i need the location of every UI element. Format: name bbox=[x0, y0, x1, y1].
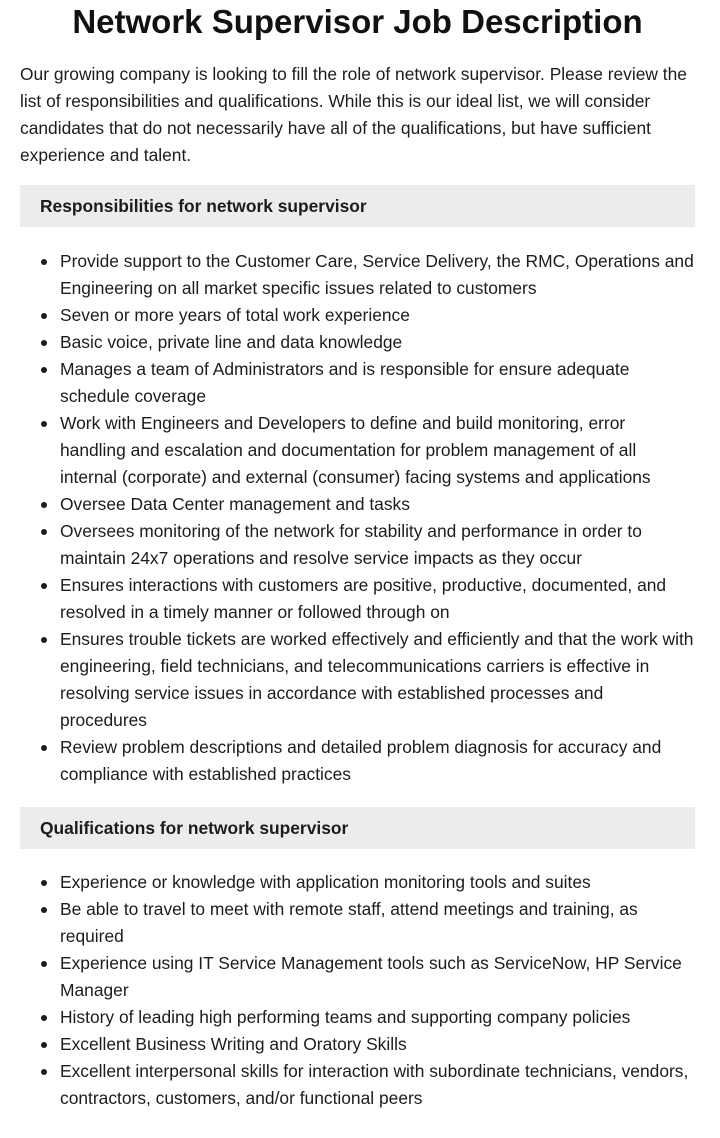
list-item bbox=[20, 896, 695, 950]
bullet-icon bbox=[41, 529, 47, 535]
list-item-text: Oversees monitoring of the network for stability and performance in order to maintain 24x7 operations and resolve service impacts as they occur bbox=[60, 521, 642, 568]
list-item bbox=[20, 1031, 695, 1058]
list-item-text: Manages a team of Administrators and is responsible for ensure adequate schedule coverage bbox=[60, 359, 630, 406]
list-item bbox=[20, 248, 695, 302]
list-item-text: Ensures interactions with customers are positive, productive, documented, and resolved in a timely manner or followed through on bbox=[60, 575, 667, 622]
bullet-icon bbox=[41, 367, 47, 373]
list-item-text: History of leading high performing teams and supporting company policies bbox=[60, 1007, 631, 1027]
list-item-text: Ensures trouble tickets are worked effectively and efficiently and that the work with engineering, field technicians, and telecommunications carriers is effective in resolving service issues in accordance with established processes and procedures bbox=[60, 629, 694, 730]
bullet-icon bbox=[41, 961, 47, 967]
list-item bbox=[20, 302, 695, 329]
list-item-text: Excellent Business Writing and Oratory Skills bbox=[60, 1034, 407, 1054]
bullet-icon bbox=[41, 1042, 47, 1048]
list-item-text: Be able to travel to meet with remote staff, attend meetings and training, as required bbox=[60, 899, 638, 946]
page-title: Network Supervisor Job Description bbox=[72, 3, 643, 40]
list-item bbox=[20, 950, 695, 1004]
list-item-text: Review problem descriptions and detailed problem diagnosis for accuracy and compliance with established practices bbox=[60, 737, 662, 784]
list-item bbox=[20, 734, 695, 788]
bullet-icon bbox=[41, 880, 47, 886]
bullet-icon bbox=[41, 583, 47, 589]
list-item bbox=[20, 491, 695, 518]
list-item-text: Work with Engineers and Developers to define and build monitoring, error handling and escalation and documentation for problem management of all internal (corporate) and external (consumer) facing systems and applications bbox=[60, 413, 651, 487]
bullet-icon bbox=[41, 340, 47, 346]
bullet-icon bbox=[41, 637, 47, 643]
list-item-text: Experience or knowledge with application monitoring tools and suites bbox=[60, 872, 591, 892]
list-item-text: Excellent interpersonal skills for interaction with subordinate technicians, vendors, contractors, customers, and/or functional peers bbox=[60, 1061, 689, 1108]
bullet-icon bbox=[41, 907, 47, 913]
list-item bbox=[20, 329, 695, 356]
list-item bbox=[20, 1058, 695, 1112]
bullet-icon bbox=[41, 502, 47, 508]
bullet-icon bbox=[41, 745, 47, 751]
list-item bbox=[20, 518, 695, 572]
list-item-text: Provide support to the Customer Care, Service Delivery, the RMC, Operations and Engineering on all market specific issues related to customers bbox=[60, 251, 694, 298]
list-item bbox=[20, 572, 695, 626]
list-item-text: Basic voice, private line and data knowledge bbox=[60, 332, 403, 352]
list-item-text: Seven or more years of total work experience bbox=[60, 305, 410, 325]
bullet-icon bbox=[41, 1069, 47, 1075]
intro-paragraph: Our growing company is looking to fill the role of network supervisor. Please review the list of responsibilities and qualifications. While this is our ideal list, we will consider candidates that do not necessarily have all of the qualifications, but have sufficient experience and talent. bbox=[20, 64, 687, 165]
list-item-text: Oversee Data Center management and tasks bbox=[60, 494, 410, 514]
list-item bbox=[20, 410, 695, 491]
responsibilities-list bbox=[20, 248, 695, 788]
qualifications-heading: Qualifications for network supervisor bbox=[20, 807, 695, 849]
list-item bbox=[20, 356, 695, 410]
bullet-icon bbox=[41, 1015, 47, 1021]
qualifications-list bbox=[20, 869, 695, 1112]
bullet-icon bbox=[41, 313, 47, 319]
list-item bbox=[20, 869, 695, 896]
bullet-icon bbox=[41, 259, 47, 265]
list-item bbox=[20, 1004, 695, 1031]
bullet-icon bbox=[41, 421, 47, 427]
list-item-text: Experience using IT Service Management tools such as ServiceNow, HP Service Manager bbox=[60, 953, 682, 1000]
responsibilities-heading: Responsibilities for network supervisor bbox=[20, 185, 695, 227]
list-item bbox=[20, 626, 695, 734]
job-description-page bbox=[20, 0, 695, 1112]
